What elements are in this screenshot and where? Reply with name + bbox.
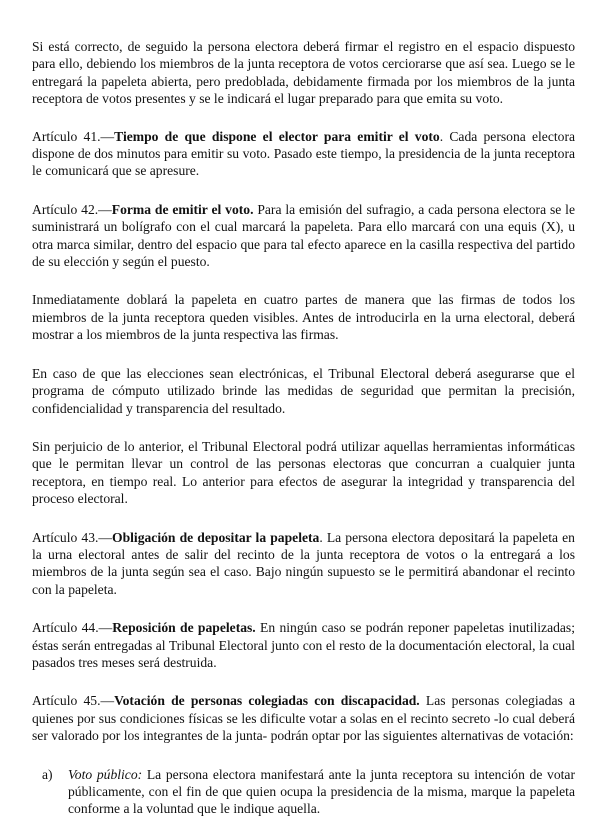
article-45-label: Artículo 45.— bbox=[32, 693, 115, 709]
article-43-text: . La persona electora depositará la papeleta en la urna electoral antes de salir del recinto de la junta receptora de votos o la entregará a los miembros de la junta según sea el caso. Bajo ningún supuesto se le permitirá abandonar el recinto con la papeleta. bbox=[32, 529, 575, 597]
article-44 bbox=[32, 619, 575, 671]
paragraph-digital-tools: Sin perjuicio de lo anterior, el Tribunal Electoral podrá utilizar aquellas herramientas informáticas que le permitan llevar un control de las personas electoras que concurran a cualquier junta receptora, en tiempo real. Lo anterior para efectos de asegurar la integridad y transparencia del proceso electoral. bbox=[32, 438, 575, 507]
article-45-text: Las personas colegiadas a quienes por sus condiciones físicas se les dificulte votar a solas en el recinto secreto -lo cual deberá ser valorado por los integrantes de la junta- podrán optar por las siguientes alternativas de votación: bbox=[32, 693, 575, 744]
paragraph-electronic-elections: En caso de que las elecciones sean electrónicas, el Tribunal Electoral deberá asegurarse que el programa de cómputo utilizado brinde las medidas de seguridad que permitan la precisión, confidencialidad y transparencia del resultado. bbox=[32, 365, 575, 416]
list-item bbox=[32, 766, 575, 818]
article-41-text: . Cada persona electora dispone de dos minutos para emitir su voto. Pasado este tiempo, la presidencia de la junta receptora le comunicará que se apresure. bbox=[32, 128, 576, 179]
article-41-label: Artículo 41.— bbox=[32, 128, 115, 144]
article-44-text: En ningún caso se podrán reponer papeletas inutilizadas; éstas serán entregadas al Tribunal Electoral junto con el resto de la documentación electoral, la cual pasados tres meses será destruida. bbox=[32, 620, 575, 670]
article-41 bbox=[32, 128, 575, 180]
list-marker: a) bbox=[42, 766, 53, 782]
article-42 bbox=[32, 201, 575, 271]
article-42-title: Forma de emitir el voto. bbox=[111, 201, 254, 217]
article-42-label: Artículo 42.— bbox=[32, 201, 112, 217]
voting-alternatives-list bbox=[32, 766, 575, 818]
article-45-title: Votación de personas colegiadas con discapacidad. bbox=[114, 693, 420, 709]
list-item-description: La persona electora manifestará ante la junta receptora su intención de votar públicamente, con el fin de que quien ocupa la presidencia de la misma, marque la papeleta conforme a la voluntad que le indique aquella. bbox=[68, 766, 575, 817]
article-43 bbox=[32, 529, 575, 599]
article-44-label: Artículo 44.— bbox=[32, 620, 113, 636]
paragraph-signature-register: Si está correcto, de seguido la persona electora deberá firmar el registro en el espacio dispuesto para ello, debiendo los miembros de la junta receptora de votos cerciorarse que así sea. Luego se le entregará la papeleta abierta, pero predoblada, debidamente firmada por los miembros de la junta receptora de votos presentes y se le indicará el lugar preparado para que emita su voto. bbox=[32, 39, 575, 107]
article-45 bbox=[32, 692, 575, 744]
list-item-term: Voto público: bbox=[68, 766, 143, 782]
article-42-text: Para la emisión del sufragio, a cada persona electora se le suministrará un bolígrafo con el cual marcará la papeleta. Para ello marcará con una equis (X), u otra marca similar, dentro del espacio que para tal efecto aparece en la casilla respectiva del partido de su elección y según el puesto. bbox=[32, 201, 575, 270]
article-44-title: Reposición de papeletas. bbox=[112, 620, 256, 636]
list-item-text bbox=[68, 766, 575, 818]
paragraph-fold-ballot: Inmediatamente doblará la papeleta en cuatro partes de manera que las firmas de todos los miembros de la junta receptora queden visibles. Antes de introducirla en la urna electoral, deberá mostrar a los miembros de la junta respectiva las firmas. bbox=[32, 292, 575, 343]
article-43-title: Obligación de depositar la papeleta bbox=[112, 529, 320, 545]
article-41-title: Tiempo de que dispone el elector para emitir el voto bbox=[114, 128, 440, 144]
article-43-label: Artículo 43.— bbox=[32, 529, 113, 545]
